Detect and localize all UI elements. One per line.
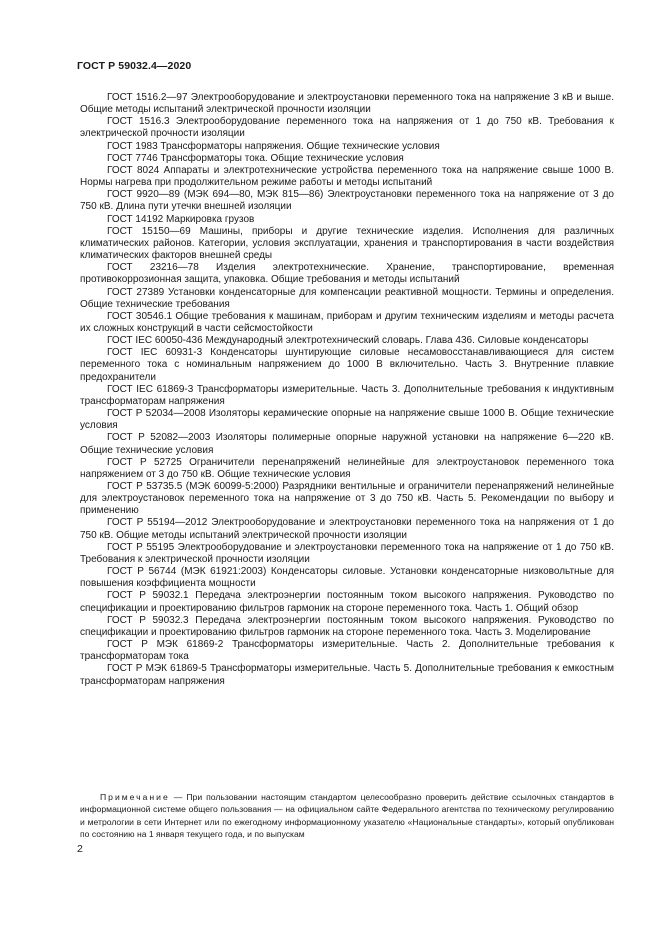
page-number: 2 xyxy=(77,843,83,855)
document-header: ГОСТ Р 59032.4—2020 xyxy=(77,60,192,72)
reference-item: ГОСТ Р 59032.3 Передача электроэнергии постоянным током высокого напряжения. Руководство по спецификации и проектированию фильтров гармоник на стороне переменного тока. Часть 3. Моделирование xyxy=(80,614,614,638)
reference-item: ГОСТ 14192 Маркировка грузов xyxy=(107,213,255,225)
reference-item: ГОСТ 8024 Аппараты и электротехнические устройства переменного тока на напряжение свыше 1000 В. Нормы нагрева при продолжительном режиме работы и методы испытаний xyxy=(80,164,614,189)
note-text: — При пользовании настоящим стандартом целесообразно проверить действие ссылочных стандартов в информационной системе общего пользования — на официальном сайте Федерального агентства по техническому регулированию и метрологии в сети Интернет или по ежегодному информационному указателю «Национальные стандарты», который опубликован по состоянию на 1 января текущего года, и по выпускам xyxy=(80,792,614,839)
reference-item: ГОСТ IEC 61869-3 Трансформаторы измерительные. Часть 3. Дополнительные требования к индуктивным трансформаторам напряжения xyxy=(80,383,614,407)
normative-references-list xyxy=(80,92,614,688)
reference-item: ГОСТ IEC 60050-436 Международный электротехнический словарь. Глава 436. Силовые конденсаторы xyxy=(107,335,589,347)
reference-item: ГОСТ 1983 Трансформаторы напряжения. Общие технические условия xyxy=(107,140,440,152)
reference-item: ГОСТ Р 52082—2003 Изоляторы полимерные опорные наружной установки на напряжение 6—220 кВ. Общие технические условия xyxy=(80,432,614,456)
reference-item: ГОСТ 27389 Установки конденсаторные для компенсации реактивной мощности. Термины и определения. Общие технические требования xyxy=(80,286,614,310)
reference-item: ГОСТ Р 56744 (МЭК 61921:2003) Конденсаторы силовые. Установки конденсаторные низковольтные для повышения коэффициента мощности xyxy=(80,566,614,590)
reference-item: ГОСТ Р 52725 Ограничители перенапряжений нелинейные для электроустановок переменного тока напряжением от 3 до 750 кВ. Общие технические условия xyxy=(80,456,614,480)
reference-item: ГОСТ 23216—78 Изделия электротехнические. Хранение, транспортирование, временная противокоррозионная защита, упаковка. Общие требования и методы испытаний xyxy=(80,262,614,286)
reference-item: ГОСТ Р 55194—2012 Электрооборудование и электроустановки переменного тока на напряжения от 1 до 750 кВ. Общие методы испытаний электрической прочности изоляции xyxy=(80,517,614,541)
reference-item: ГОСТ 15150—69 Машины, приборы и другие технические изделия. Исполнения для различных климатических районов. Категории, условия эксплуатации, хранения и транспортирования в части воздействия климатических факторов внешней среды xyxy=(80,225,614,262)
reference-item: ГОСТ Р МЭК 61869-5 Трансформаторы измерительные. Часть 5. Дополнительные требования к емкостным трансформаторам напряжения xyxy=(80,663,614,687)
reference-item: ГОСТ Р 59032.1 Передача электроэнергии постоянным током высокого напряжения. Руководство по спецификации и проектированию фильтров гармоник на стороне переменного тока. Часть 1. Общий обзор xyxy=(80,590,614,614)
reference-item: ГОСТ 30546.1 Общие требования к машинам, приборам и другим техническим изделиям и методы расчета их сложных конструкций в части сейсмостойкости xyxy=(80,310,614,334)
reference-item: ГОСТ Р 53735.5 (МЭК 60099-5:2000) Разрядники вентильные и ограничители перенапряжений нелинейные для электроустановок переменного тока на напряжение от 3 до 750 кВ. Часть 5. Рекомендации по выбору и применению xyxy=(80,481,614,517)
reference-item: ГОСТ 9920—89 (МЭК 694—80, МЭК 815—86) Электроустановки переменного тока на напряжение от 3 до 750 кВ. Длина пути утечки внешней изоляции xyxy=(80,189,614,213)
reference-item: ГОСТ Р 55195 Электрооборудование и электроустановки переменного тока на напряжение от 1 до 750 кВ. Требования к электрической прочности изоляции xyxy=(80,541,614,565)
reference-item: ГОСТ 1516.3 Электрооборудование переменного тока на напряжения от 1 до 750 кВ. Требования к электрической прочности изоляции xyxy=(80,116,614,140)
reference-item: ГОСТ Р МЭК 61869-2 Трансформаторы измерительные. Часть 2. Дополнительные требования к трансформаторам тока xyxy=(80,639,614,663)
reference-item: ГОСТ Р 52034—2008 Изоляторы керамические опорные на напряжение свыше 1000 В. Общие технические условия xyxy=(80,408,614,432)
note-paragraph xyxy=(80,791,614,840)
note-label: Примечание xyxy=(100,792,170,802)
reference-item: ГОСТ IEC 60931-3 Конденсаторы шунтирующие силовые несамовосстанавливающиеся для систем переменного тока с номинальным напряжением до 1000 В включительно. Часть 3. Внутренние плавкие предохранители xyxy=(80,347,614,383)
reference-item: ГОСТ 1516.2—97 Электрооборудование и электроустановки переменного тока на напряжение 3 кВ и выше. Общие методы испытаний электрической прочности изоляции xyxy=(80,92,614,116)
reference-item: ГОСТ 7746 Трансформаторы тока. Общие технические условия xyxy=(107,152,404,164)
